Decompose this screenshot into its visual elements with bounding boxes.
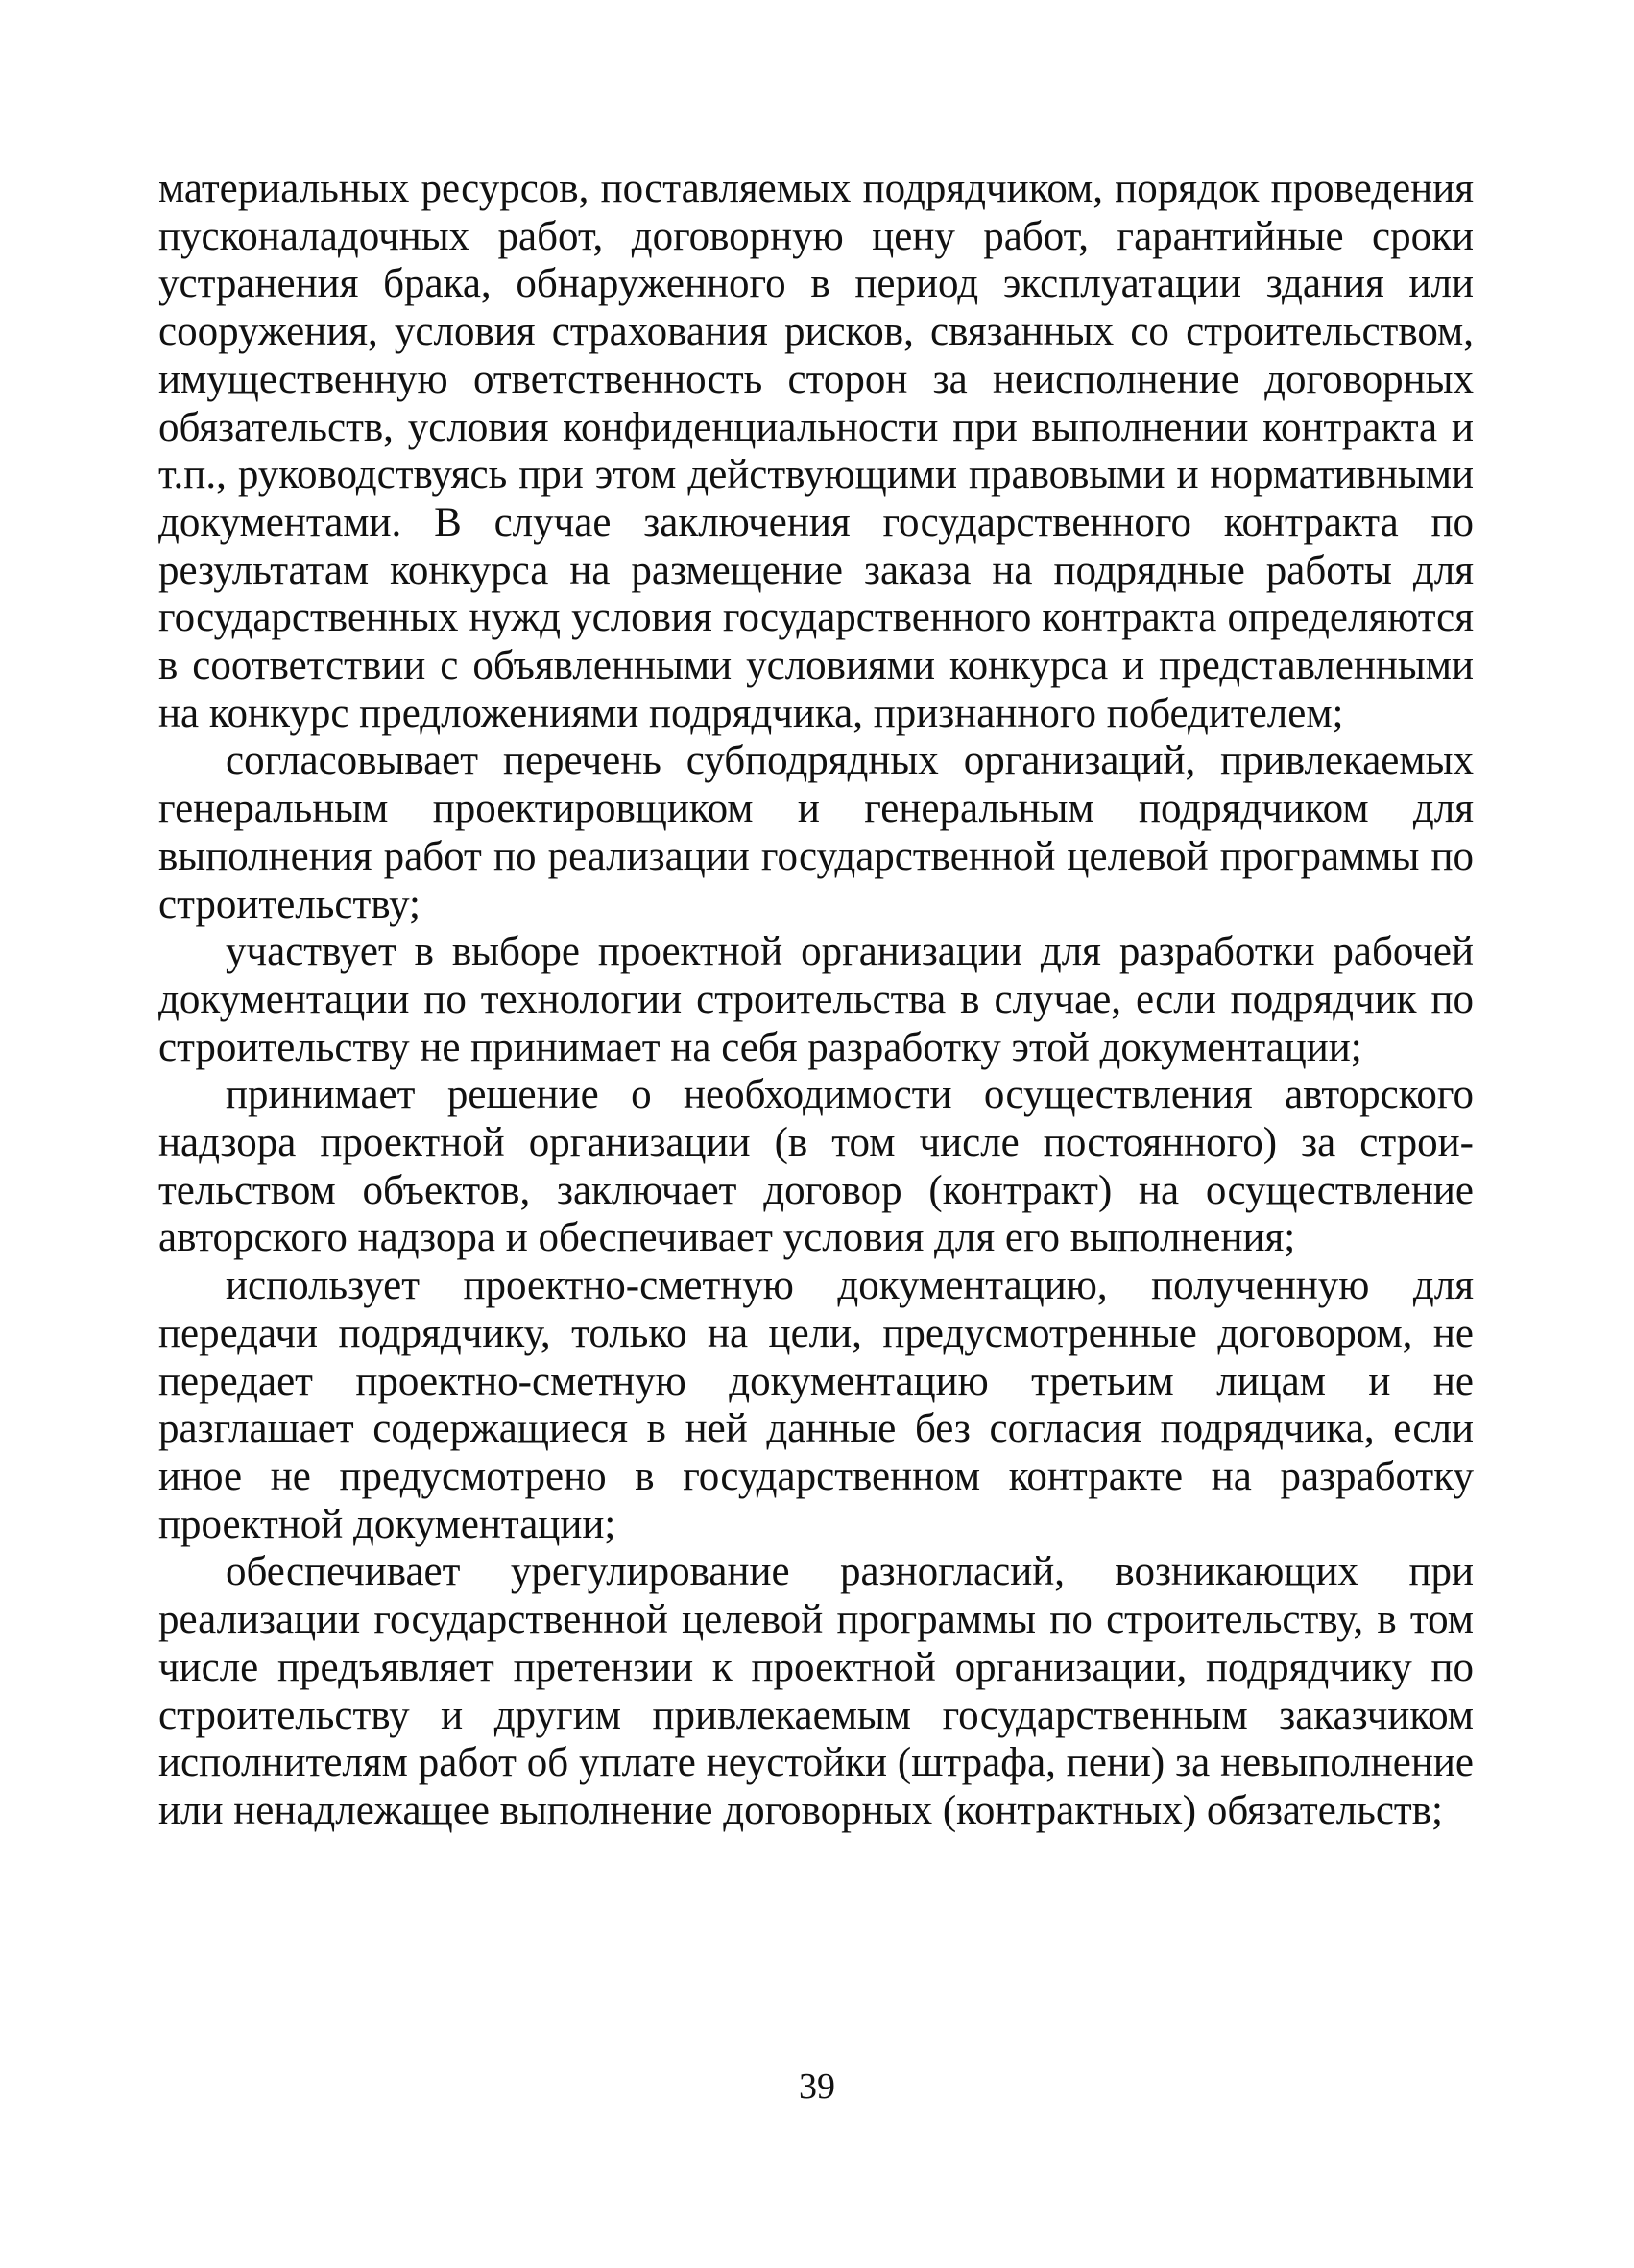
page-number: 39: [799, 2066, 835, 2107]
paragraph-design-organization: участвует в выборе проектной организации для разработки рабочей документации по технологии строительства в случае, если подрядчик по строительству не принимает на себя разработку этой документации;: [158, 929, 1474, 1070]
body-text: [158, 165, 1474, 1835]
paragraph-continuation: материальных ресурсов, поставляемых подрядчиком, порядок проведения пусконаладочных работ, договорную цену работ, гарантийные сроки устранения брака, обнаруженного в период эксплуатации здания или сооружения, условия страхования рисков, связанных со строительством, имущественную ответственность сторон за неисполнение договорных обязательств, условия конфиденциальности при выполнении контракта и т.п., руководствуясь при этом действующими правовыми и нормативными документами. В случае заключения государственного контракта по результатам конкурса на размещение заказа на подрядные работы для государственных нужд условия государственного контракта определяются в соответствии с объявленными условиями конкурса и представленными на конкурс предложениями подрядчика, признанного победителем;: [158, 166, 1474, 736]
paragraph-author-supervision: принимает решение о необходимости осуществления авторского надзора проектной организации (в том числе постоянного) за строительством объектов, заключает договор (контракт) на осуществление авторского надзора и обеспечивает условия для его выполнения;: [158, 1072, 1474, 1261]
paragraph-project-documentation: использует проектно-сметную документацию, полученную для передачи подрядчику, только на цели, предусмотренные договором, не передает проектно-сметную документацию третьим лицам и не разглашает содержащиеся в ней данные без согласия подрядчика, если иное не предусмотрено в государственном контракте на разработку проектной документации;: [158, 1263, 1474, 1547]
paragraph-disputes: обеспечивает урегулирование разногласий, возникающих при реализации государственной целевой программы по строительству, в том числе предъявляет претензии к проектной организации, подрядчику по строительству и другим привлекаемым государственным заказчиком исполнителям работ об уплате неустойки (штрафа, пени) за невыполнение или ненадлежащее выполнение договорных (контрактных) обязательств;: [158, 1549, 1474, 1833]
paragraph-subcontractors: согласовывает перечень субподрядных организаций, привлекаемых генеральным проектировщиком и генеральным подрядчиком для выполнения работ по реализации государственной целевой программы по строительству;: [158, 738, 1474, 927]
